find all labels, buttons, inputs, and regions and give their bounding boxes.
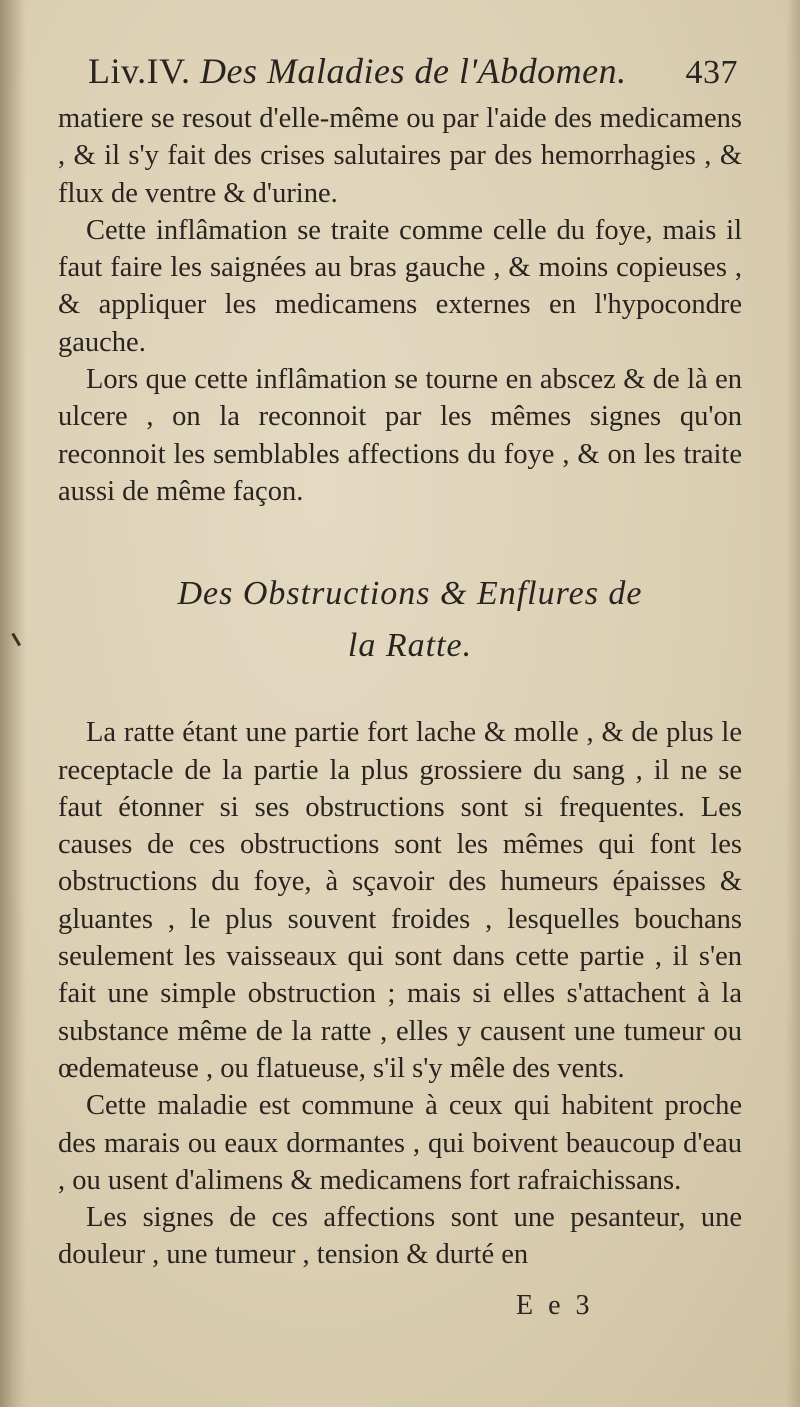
paragraph-abscess: Lors que cette inflâmation se tourne en abscez & de là en ulcere , on la reconnoit par les mêmes signes qu'on reconnoit les semblables affections du foye , & on les traite aussi de même façon. bbox=[58, 364, 742, 507]
page-edge-shadow bbox=[786, 0, 800, 1407]
paragraph-treatment: Cette inflâmation se traite comme celle du foye, mais il faut faire les saignées au bras gauche , & moins copieuses , & appliquer les medicamens externes en l'hypocondre gauche. bbox=[58, 214, 742, 358]
paragraph-signs: Les signes de ces affections sont une pesanteur, une douleur , une tumeur , tension & durté en bbox=[58, 1202, 742, 1271]
paragraph-causes: La ratte étant une partie fort lache & molle , & de plus le receptacle de la partie la plus grossiere du sang , il ne se faut étonner si ses obstructions sont si frequentes. Les causes de ces obstructions sont les mêmes qui font les obstructions du foye, à sçavoir des humeurs épaisses & gluantes , le plus souvent froides , lesquelles bouchans seulement les vaisseaux qui sont dans cette partie , il s'en fait une simple obstruction ; mais si elles s'attachent à la substance même de la ratte , elles y causent une tumeur ou œdemateuse , ou flatueuse, s'il s'y mêle des vents. bbox=[58, 717, 742, 1084]
paragraph-continuation: matiere se resout d'elle-même ou par l'aide des medicamens , & il s'y fait des crises salutaires par des hemorrhagies , & flux de ventre & d'urine. bbox=[58, 103, 742, 209]
section-heading-line-1: Des Obstructions & Enflures de bbox=[177, 575, 643, 613]
page-number: 437 bbox=[685, 54, 738, 91]
running-title bbox=[88, 50, 627, 92]
signature-mark: E e 3 bbox=[516, 1290, 594, 1321]
body-text bbox=[58, 100, 742, 1274]
page-gutter-shadow bbox=[0, 0, 26, 1407]
chapter-subject: Des Maladies de l'Abdomen. bbox=[200, 51, 627, 91]
running-header bbox=[88, 50, 738, 100]
section-heading bbox=[58, 568, 742, 672]
book-number: Liv.IV. bbox=[88, 51, 191, 91]
paragraph-common: Cette maladie est commune à ceux qui habitent proche des marais ou eaux dormantes , qui boivent beaucoup d'eau , ou usent d'alimens & medicamens fort rafraichissans. bbox=[58, 1090, 742, 1196]
section-heading-line-2: la Ratte. bbox=[347, 627, 473, 665]
